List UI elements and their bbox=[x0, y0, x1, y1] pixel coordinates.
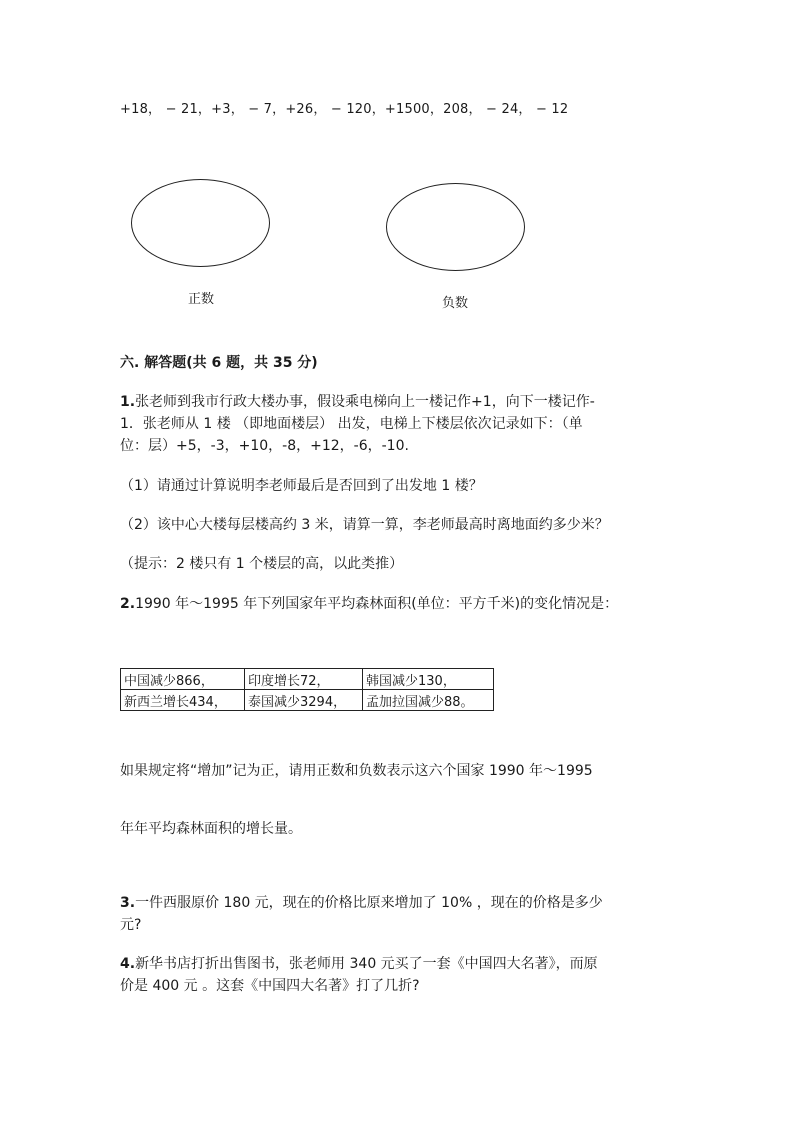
q2-instruction-a: 如果规定将“增加”记为正，请用正数和负数表示这六个国家 1990 年～1995 bbox=[120, 763, 593, 779]
table-cell: 泰国减少3294， bbox=[245, 690, 363, 711]
q1-sub1: （1）请通过计算说明李老师最后是否回到了出发地 1 楼？ bbox=[120, 478, 483, 494]
q4-text-1: 新华书店打折出售图书，张老师用 340 元买了一套《中国四大名著》，而原 bbox=[135, 956, 598, 972]
q1-line2: 1．张老师从 1 楼 （即地面楼层） 出发，电梯上下楼层依次记录如下：（单 bbox=[120, 416, 583, 432]
q4-line1 bbox=[120, 953, 598, 973]
negative-ellipse bbox=[386, 183, 525, 271]
q1-hint: （提示：2 楼只有 1 个楼层的高，以此类推） bbox=[120, 556, 404, 572]
positive-ellipse bbox=[131, 179, 270, 267]
table-cell: 印度增长72， bbox=[245, 669, 363, 690]
q3-number: 3. bbox=[120, 895, 136, 911]
q1-line1 bbox=[120, 391, 595, 411]
positive-label: 正数 bbox=[188, 292, 215, 307]
q1-text-1: 张老师到我市行政大楼办事，假设乘电梯向上一楼记作+1，向下一楼记作- bbox=[135, 394, 595, 410]
q3-text-1: 一件西服原价 180 元，现在的价格比原来增加了 10% ，现在的价格是多少 bbox=[135, 895, 603, 911]
q1-line3: 位：层）+5，-3，+10，-8，+12，-6，-10. bbox=[120, 438, 409, 454]
table-cell: 孟加拉国减少88。 bbox=[363, 690, 494, 711]
q1-number: 1. bbox=[120, 394, 136, 410]
q2-title-line bbox=[120, 593, 618, 613]
table-row bbox=[121, 669, 494, 690]
table-cell: 韩国减少130， bbox=[363, 669, 494, 690]
negative-label: 负数 bbox=[442, 296, 469, 311]
forest-table bbox=[120, 668, 494, 711]
q2-instruction-b: 年年平均森林面积的增长量。 bbox=[120, 821, 302, 837]
q4-number: 4. bbox=[120, 956, 136, 972]
section-title: 六. 解答题(共 6 题，共 35 分) bbox=[120, 355, 318, 371]
number-list: +18， − 21，+3， − 7，+26， − 120，+1500，208， − 24， − 12 bbox=[120, 102, 569, 117]
q3-line2: 元? bbox=[120, 917, 142, 933]
q1-sub2: （2）该中心大楼每层楼高约 3 米，请算一算，李老师最高时离地面约多少米？ bbox=[120, 517, 609, 533]
q4-line2: 价是 400 元 。这套《中国四大名著》打了几折? bbox=[120, 978, 420, 994]
table-cell: 中国减少866， bbox=[121, 669, 245, 690]
table-row bbox=[121, 690, 494, 711]
q2-title: 1990 年～1995 年下列国家年平均森林面积(单位：平方千米)的变化情况是： bbox=[135, 596, 619, 612]
table-cell: 新西兰增长434， bbox=[121, 690, 245, 711]
q3-line1 bbox=[120, 892, 603, 912]
q2-number: 2. bbox=[120, 596, 136, 612]
